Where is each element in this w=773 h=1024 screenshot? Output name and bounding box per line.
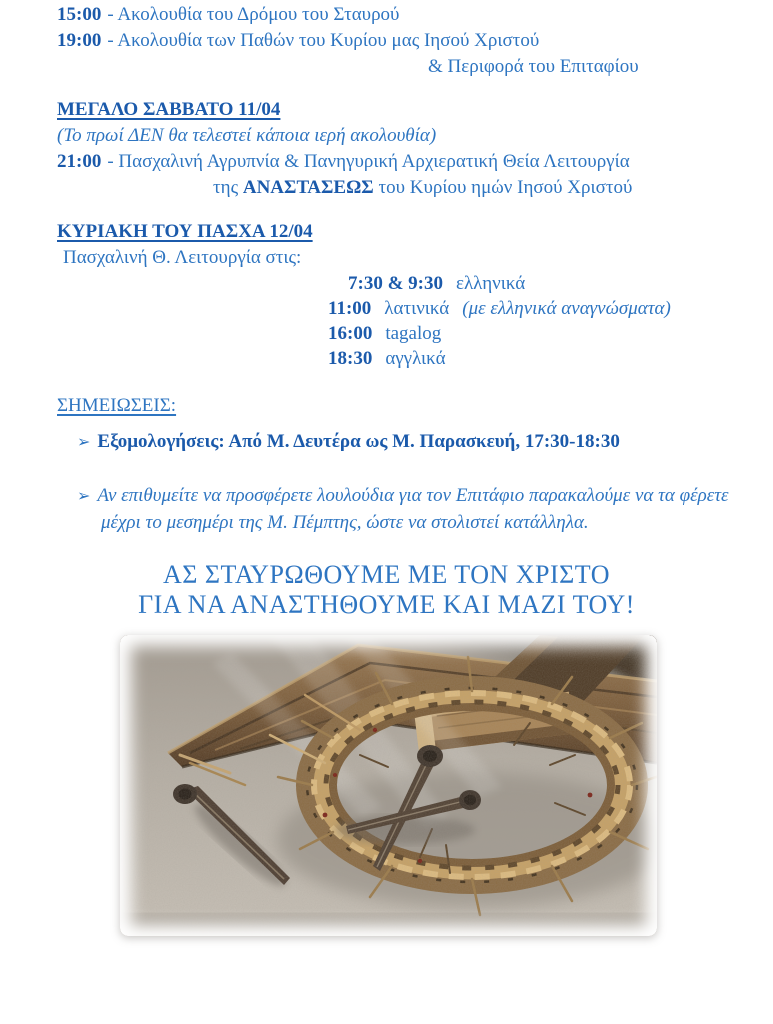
- note-text: Αν επιθυμείτε να προσφέρετε λουλούδια για τον Επιτάφιο παρακαλούμε να τα φέρετε μέχρι το μεσημέρι της Μ. Πέμπτης, ώστε να στολιστεί κατάλληλα.: [97, 485, 729, 533]
- time-label: 18:30: [328, 348, 373, 369]
- time-label: 21:00: [57, 151, 102, 172]
- service-language: tagalog: [385, 323, 442, 344]
- schedule-continuation-epitaphios: & Περιφορά του Επιταφίου: [428, 56, 639, 77]
- schedule-continuation-anastasis: [213, 175, 632, 201]
- crucifixion-photo: [120, 635, 657, 936]
- service-language: αγγλικά: [385, 348, 446, 369]
- arrow-bullet-icon: ➢: [77, 486, 91, 505]
- service-row: [328, 346, 671, 371]
- service-description: - Πασχαλινή Αγρυπνία & Πανηγυρική Αρχιερατική Θεία Λειτουργία: [107, 151, 630, 172]
- section-heading-notes: ΣΗΜΕΙΩΣΕΙΣ:: [57, 395, 177, 416]
- time-label: 15:00: [57, 4, 102, 25]
- time-label: 16:00: [328, 323, 373, 344]
- continuation-post: του Κυρίου ημών Ιησού Χριστού: [373, 177, 633, 198]
- service-row: [328, 321, 671, 346]
- note-item-flowers: [77, 482, 753, 536]
- easter-liturgy-times: [328, 271, 671, 371]
- holy-saturday-note: (Το πρωί ΔΕΝ θα τελεστεί κάποια ιερή ακολουθία): [57, 125, 437, 146]
- service-row: [328, 296, 671, 321]
- service-note: (με ελληνικά αναγνώσματα): [462, 298, 671, 319]
- schedule-line-1900: [57, 28, 539, 54]
- closing-exhortation: [0, 560, 773, 620]
- arrow-bullet-icon: ➢: [77, 432, 91, 451]
- closing-line-1: ΑΣ ΣΤΑΥΡΩΘΟΥΜΕ ΜΕ ΤΟΝ ΧΡΙΣΤΟ: [163, 560, 610, 589]
- service-description: - Ακολουθία του Δρόμου του Σταυρού: [107, 4, 400, 25]
- section-heading-easter-sunday: ΚΥΡΙΑΚΗ ΤΟΥ ΠΑΣΧΑ 12/04: [57, 221, 313, 242]
- section-heading-holy-saturday: ΜΕΓΑΛΟ ΣΑΒΒΑΤΟ 11/04: [57, 99, 281, 120]
- service-row: [328, 271, 671, 296]
- schedule-line-1500: [57, 2, 399, 28]
- time-label: 19:00: [57, 30, 102, 51]
- closing-line-2: ΓΙΑ ΝΑ ΑΝΑΣΤΗΘΟΥΜΕ ΚΑΙ ΜΑΖΙ ΤΟΥ!: [138, 590, 635, 619]
- service-language: λατινικά: [384, 298, 450, 319]
- note-text: Εξομολογήσεις: Από Μ. Δευτέρα ως Μ. Παρασκευή, 17:30-18:30: [97, 431, 620, 452]
- grain-texture: [120, 635, 657, 936]
- time-label: 7:30 & 9:30: [348, 273, 443, 294]
- service-language: ελληνικά: [455, 273, 526, 294]
- easter-sunday-intro: Πασχαλινή Θ. Λειτουργία στις:: [63, 247, 302, 268]
- time-label: 11:00: [328, 298, 372, 319]
- continuation-pre: της: [213, 177, 243, 198]
- crucifixion-photo-art: [120, 635, 657, 936]
- note-item-confessions: [77, 428, 763, 455]
- schedule-line-2100: [57, 149, 630, 175]
- continuation-emphasis: ΑΝΑΣΤΑΣΕΩΣ: [242, 177, 374, 198]
- service-description: - Ακολουθία των Παθών του Κυρίου μας Ιησού Χριστού: [107, 30, 540, 51]
